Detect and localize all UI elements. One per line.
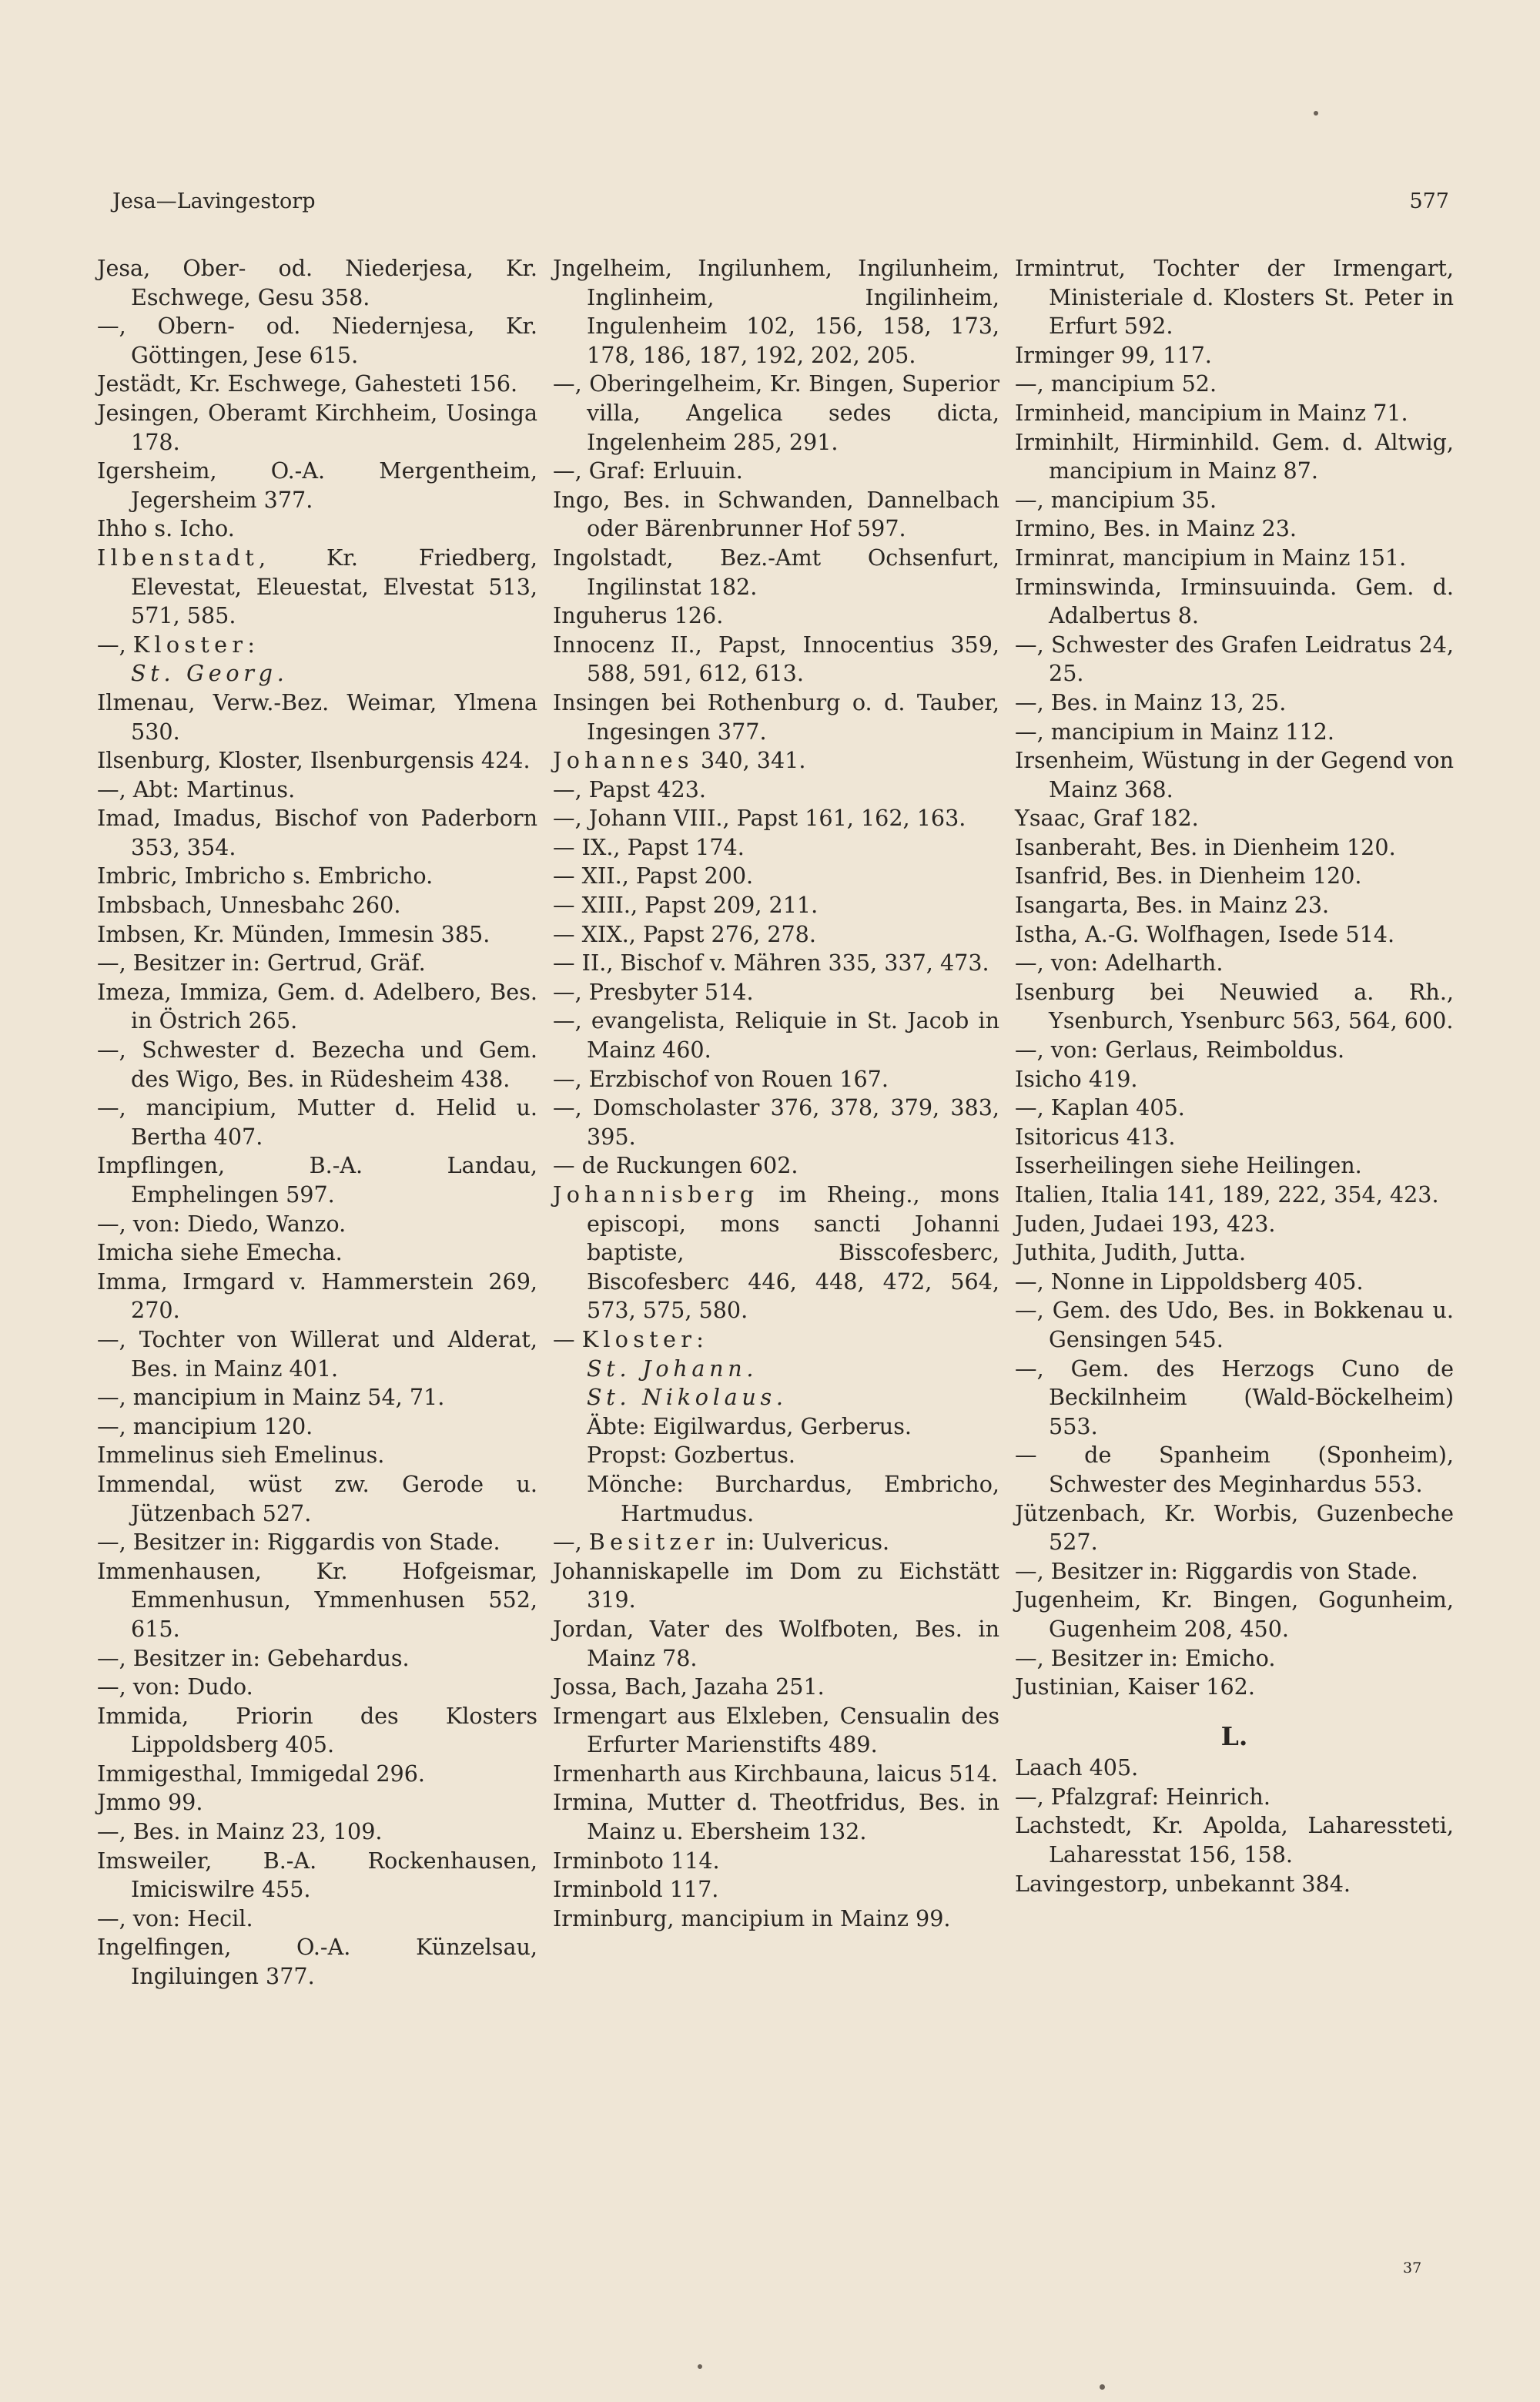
- index-entry-t: Ingo, Bes. in Schwanden, Dannelbach oder Bärenbrunner Hof 597.: [553, 486, 999, 542]
- index-entry-t: Imbric, Imbricho s. Embricho.: [97, 863, 434, 889]
- index-entry-t: Juden, Judaei 193, 423.: [1015, 1210, 1276, 1237]
- index-entry-t: —, von: Hecil.: [97, 1905, 253, 1931]
- index-entry: [97, 891, 537, 920]
- index-entry-t: Immenhausen, Kr. Hofgeismar, Emmenhusun, Ymmenhusen 552, 615.: [97, 1557, 537, 1642]
- index-entry: [1015, 486, 1454, 515]
- index-entry: [97, 659, 537, 688]
- index-entry: [97, 1036, 537, 1094]
- index-entry: [553, 1702, 999, 1760]
- index-entry-t: Isangarta, Bes. in Mainz 23.: [1015, 892, 1330, 919]
- index-entry-t: Jesingen, Oberamt Kirchheim, Uosinga 178.: [97, 399, 537, 455]
- index-entry: [553, 1875, 999, 1905]
- index-entry: [1015, 949, 1454, 978]
- index-entry: [1015, 978, 1454, 1036]
- index-entry-s2: Kloster: [581, 1325, 697, 1352]
- index-entry: [97, 1325, 537, 1383]
- index-entry-t: —, Schwester des Grafen Leidratus 24, 25.: [1015, 631, 1454, 687]
- index-entry-t: —, mancipium 120.: [97, 1412, 313, 1439]
- index-entry-r: , Kr. Friedberg, Elevestat, Eleuestat, Elvestat 513, 571, 585.: [131, 544, 537, 629]
- index-entry-t: Imad, Imadus, Bischof von Paderborn 353, 354.: [97, 805, 537, 860]
- index-entry-t: —,: [553, 1529, 589, 1556]
- index-entry-t: —, Johann VIII., Papst 161, 162, 163.: [553, 805, 966, 832]
- index-column-3: [1015, 254, 1454, 1898]
- index-entry: [1015, 746, 1454, 804]
- index-entry-t: —, Besitzer in: Gebehardus.: [97, 1644, 410, 1671]
- index-entry-t: —, mancipium 52.: [1015, 370, 1217, 397]
- index-entry: [553, 486, 999, 544]
- index-entry-t: —, mancipium 35.: [1015, 486, 1217, 513]
- index-entry: [97, 1151, 537, 1209]
- index-entry-t: —, Kaplan 405.: [1015, 1094, 1185, 1121]
- index-entry-t: Johanniskapelle im Dom zu Eichstätt 319.: [553, 1557, 999, 1613]
- index-entry: [97, 1847, 537, 1905]
- index-entry: [553, 1905, 999, 1934]
- index-entry: [97, 1644, 537, 1673]
- index-entry: [553, 1181, 999, 1325]
- index-entry-t: Irsenheim, Wüstung in der Gegend von Mainz 368.: [1015, 747, 1454, 802]
- index-entry: [553, 1151, 999, 1181]
- index-entry: [97, 1441, 537, 1470]
- index-entry: [97, 1094, 537, 1151]
- index-entry-s2: Kloster: [132, 631, 248, 658]
- index-entry: [97, 1702, 537, 1760]
- index-entry-t: Inguherus 126.: [553, 602, 724, 629]
- index-entry-t: Johannes: [553, 747, 694, 774]
- index-entry: [553, 1065, 999, 1094]
- index-entry-t: —, Tochter von Willerat und Alderat, Bes. in Mainz 401.: [97, 1325, 537, 1382]
- index-entry-t: — de Ruckungen 602.: [553, 1152, 798, 1179]
- index-entry: [1015, 1238, 1454, 1268]
- index-entry: [1015, 428, 1454, 486]
- index-entry: [1015, 1754, 1454, 1783]
- index-entry-t: —, Schwester d. Bezecha und Gem. des Wigo, Bes. in Rüdesheim 438.: [97, 1037, 537, 1092]
- index-entry: [553, 1557, 999, 1615]
- index-entry: [553, 1094, 999, 1151]
- index-entry-t: Johannisberg: [553, 1181, 759, 1208]
- index-entry-t: Insingen bei Rothenburg o. d. Tauber, Ingesingen 377.: [553, 688, 999, 745]
- index-entry: [553, 688, 999, 746]
- index-entry: [553, 862, 999, 891]
- index-entry-t: —, von: Adelharth.: [1015, 950, 1224, 977]
- index-entry-r: 340, 341.: [693, 747, 806, 774]
- index-entry-s2: Besitzer: [588, 1529, 720, 1556]
- index-entry-t: —, Papst 423.: [553, 776, 706, 802]
- index-entry: [553, 1788, 999, 1846]
- index-entry: [97, 804, 537, 862]
- index-entry: [1015, 1673, 1454, 1702]
- index-entry: [97, 254, 537, 312]
- index-entry: [553, 544, 999, 601]
- index-entry-t: Ysaac, Graf 182.: [1015, 805, 1199, 832]
- index-entry-t: Äbte: Eigilwardus, Gerberus.: [587, 1412, 912, 1439]
- index-entry: [553, 833, 999, 863]
- index-entry-t: Ihho s. Icho.: [97, 515, 235, 542]
- index-entry: [1015, 544, 1454, 573]
- index-entry: [1015, 1036, 1454, 1065]
- index-entry-t: L.: [1220, 1720, 1248, 1751]
- index-entry-t: Immigesthal, Immigedal 296.: [97, 1760, 425, 1787]
- running-head-title: Jesa—Lavingestorp: [112, 189, 316, 213]
- index-entry: [1015, 891, 1454, 920]
- index-entry-t: Irminheid, mancipium in Mainz 71.: [1015, 399, 1408, 426]
- index-entry: [1015, 370, 1454, 399]
- index-entry-t: — XIX., Papst 276, 278.: [553, 920, 816, 947]
- index-entry: [1015, 804, 1454, 833]
- index-entry-t: —, evangelista, Reliquie in St. Jacob in Mainz 460.: [553, 1007, 999, 1064]
- index-entry-r: :: [247, 631, 255, 658]
- index-entry: [97, 978, 537, 1036]
- index-entry-t: Ilmenau, Verw.-Bez. Weimar, Ylmena 530.: [97, 688, 537, 745]
- index-entry: [553, 1441, 999, 1470]
- index-entry-t: —, Oberingelheim, Kr. Bingen, Superior villa, Angelica sedes dicta, Ingelenheim 285, 291.: [553, 370, 999, 455]
- index-entry-t: —, Bes. in Mainz 23, 109.: [97, 1818, 383, 1845]
- index-entry-t: Immendal, wüst zw. Gerode u. Jützenbach 527.: [97, 1470, 537, 1526]
- index-entry-t: Impflingen, B.-A. Landau, Emphelingen 597.: [97, 1152, 537, 1208]
- index-entry: [553, 1007, 999, 1064]
- index-entry: [1015, 862, 1454, 891]
- index-entry: [553, 1528, 999, 1557]
- index-entry: [97, 631, 537, 660]
- index-entry-t: Irminbold 117.: [553, 1876, 719, 1903]
- index-entry: [553, 1355, 999, 1384]
- index-entry-t: Isenburg bei Neuwied a. Rh., Ysenburch, Ysenburc 563, 564, 600.: [1015, 978, 1454, 1034]
- index-entry-t: Irmintrut, Tochter der Irmengart, Ministeriale d. Klosters St. Peter in Erfurt 592.: [1015, 255, 1454, 340]
- index-entry-t: Immelinus sieh Emelinus.: [97, 1442, 385, 1469]
- index-entry: [97, 1412, 537, 1442]
- index-entry: [1015, 1151, 1454, 1181]
- index-entry: [553, 920, 999, 950]
- index-entry-t: Irminburg, mancipium in Mainz 99.: [553, 1905, 951, 1931]
- index-entry: [553, 1412, 999, 1442]
- index-entry: [1015, 1181, 1454, 1210]
- index-entry: [553, 776, 999, 805]
- index-entry-t: Imeza, Immiza, Gem. d. Adelbero, Bes. in Östrich 265.: [97, 978, 537, 1034]
- index-entry-t: Imbsen, Kr. Münden, Immesin 385.: [97, 920, 490, 947]
- index-entry-t: —, von: Diedo, Wanzo.: [97, 1210, 346, 1237]
- index-entry: [1015, 1586, 1454, 1643]
- index-entry-t: —, von: Gerlaus, Reimboldus.: [1015, 1037, 1345, 1064]
- index-entry-t: Lachstedt, Kr. Apolda, Laharessteti, Laharesstat 156, 158.: [1015, 1812, 1454, 1868]
- page-number: 577: [1409, 189, 1449, 213]
- index-entry: [97, 1905, 537, 1934]
- index-entry-t: Justinian, Kaiser 162.: [1015, 1673, 1255, 1700]
- index-entry-t: —, Besitzer in: Riggardis von Stade.: [1015, 1557, 1418, 1584]
- index-entry: [97, 1760, 537, 1789]
- index-entry-t: —, von: Dudo.: [97, 1673, 253, 1700]
- index-entry-t: Isanfrid, Bes. in Dienheim 120.: [1015, 863, 1362, 889]
- index-entry: [97, 1673, 537, 1702]
- index-entry: [553, 1383, 999, 1412]
- index-entry-t: —, Besitzer in: Riggardis von Stade.: [97, 1529, 500, 1556]
- index-entry-t: Mönche: Burchardus, Embricho, Hartmudus.: [587, 1470, 999, 1526]
- index-entry: [97, 544, 537, 631]
- index-entry-t: Italien, Italia 141, 189, 222, 354, 423.: [1015, 1181, 1439, 1208]
- index-entry: [1015, 254, 1454, 341]
- index-entry-r: im Rheing., mons episcopi, mons sancti Johanni baptiste, Bisscofesberc, Biscofesberc 446, 448, 472, 564, 573, 575, 580.: [587, 1181, 999, 1324]
- index-entry: [553, 1760, 999, 1789]
- index-entry-t: Irmengart aus Elxleben, Censualin des Erfurter Marienstifts 489.: [553, 1702, 999, 1758]
- index-entry: [1015, 688, 1454, 718]
- index-entry: [97, 1238, 537, 1268]
- index-entry: [1015, 1123, 1454, 1152]
- index-entry-t: Irmenharth aus Kirchbauna, laicus 514.: [553, 1760, 998, 1787]
- index-entry-t: Isicho 419.: [1015, 1065, 1138, 1092]
- index-entry: [1015, 718, 1454, 747]
- index-entry: [97, 1788, 537, 1817]
- index-entry-t: —, Presbyter 514.: [553, 978, 754, 1005]
- index-entry: [97, 1383, 537, 1412]
- index-entry-t: —, Gem. des Udo, Bes. in Bokkenau u. Gensingen 545.: [1015, 1297, 1454, 1352]
- index-entry-t: Irminhilt, Hirminhild. Gem. d. Altwig, mancipium in Mainz 87.: [1015, 428, 1454, 484]
- index-entry-t: — de Spanheim (Sponheim), Schwester des Meginhardus 553.: [1015, 1442, 1454, 1497]
- index-entry: [97, 776, 537, 805]
- index-entry: [1015, 1355, 1454, 1442]
- index-entry: [97, 688, 537, 746]
- index-entry: [1015, 1557, 1454, 1586]
- index-entry: [553, 457, 999, 486]
- print-speck: [698, 2364, 702, 2369]
- print-speck: [1100, 2384, 1105, 2390]
- index-entry: [553, 601, 999, 631]
- index-entry-t: —, Erzbischof von Rouen 167.: [553, 1065, 889, 1092]
- index-entry-t: Propst: Gozbertus.: [587, 1442, 795, 1469]
- index-entry: [1015, 631, 1454, 688]
- index-entry: [97, 1210, 537, 1239]
- index-entry-t: Irminrat, mancipium in Mainz 151.: [1015, 544, 1407, 571]
- index-entry-t: Imbsbach, Unnesbahc 260.: [97, 892, 401, 919]
- index-entry: [1015, 573, 1454, 631]
- running-head: [112, 186, 1449, 217]
- index-column-2: [553, 254, 999, 1933]
- index-entry-t: Jordan, Vater des Wolfboten, Bes. in Mainz 78.: [553, 1615, 999, 1671]
- index-entry-t: —,: [97, 631, 133, 658]
- index-entry-t: —, Besitzer in: Gertrud, Gräf.: [97, 950, 426, 977]
- index-entry-t: Isserheilingen siehe Heilingen.: [1015, 1152, 1362, 1179]
- index-entry: [553, 891, 999, 920]
- index-entry: [1015, 1268, 1454, 1297]
- index-entry: [97, 399, 537, 457]
- index-entry-t: —, mancipium, Mutter d. Helid u. Bertha 407.: [97, 1094, 537, 1150]
- index-entry-t: Ilsenburg, Kloster, Ilsenburgensis 424.: [97, 747, 531, 774]
- index-entry: [1015, 833, 1454, 863]
- index-entry: [553, 254, 999, 370]
- index-entry-t: Igersheim, O.-A. Mergentheim, Jegersheim 377.: [97, 457, 537, 513]
- index-entry: [1015, 514, 1454, 544]
- index-entry: [97, 312, 537, 370]
- index-entry-t: Isanberaht, Bes. in Dienheim 120.: [1015, 833, 1396, 860]
- index-entry: [1015, 1811, 1454, 1869]
- index-entry: [1015, 399, 1454, 428]
- index-entry-t: —, Obern- od. Niedernjesa, Kr. Göttingen, Jese 615.: [97, 313, 537, 368]
- index-entry-t: Irminger 99, 117.: [1015, 341, 1212, 368]
- index-entry-t: —, Gem. des Herzogs Cuno de Beckilnheim (Wald-Böckelheim) 553.: [1015, 1355, 1454, 1439]
- index-entry-t: Ilbenstadt: [97, 544, 259, 571]
- index-column-1: [97, 254, 537, 1992]
- index-entry-t: Jmmo 99.: [97, 1789, 203, 1816]
- index-entry: [553, 1325, 999, 1355]
- index-entry-t: Jestädt, Kr. Eschwege, Gahesteti 156.: [97, 370, 518, 397]
- index-entry: [1015, 1870, 1454, 1899]
- index-entry: [97, 920, 537, 950]
- index-entry: [1015, 1644, 1454, 1673]
- index-entry-t: Imicha siehe Emecha.: [97, 1239, 343, 1266]
- index-entry-t: St. Nikolaus.: [587, 1384, 788, 1411]
- index-entry-r: in: Uulvericus.: [719, 1529, 890, 1556]
- index-entry-t: —, Abt: Martinus.: [97, 776, 296, 802]
- index-entry: [1015, 1210, 1454, 1239]
- index-entry-t: Istha, A.-G. Wolfhagen, Isede 514.: [1015, 920, 1395, 947]
- index-entry: [97, 1817, 537, 1847]
- index-entry: [97, 862, 537, 891]
- index-entry-t: Jützenbach, Kr. Worbis, Guzenbeche 527.: [1015, 1499, 1454, 1556]
- index-entry-t: Lavingestorp, unbekannt 384.: [1015, 1870, 1351, 1897]
- index-entry-t: Irmino, Bes. in Mainz 23.: [1015, 515, 1297, 542]
- index-entry-t: St. Johann.: [587, 1355, 758, 1382]
- signature-mark: 37: [1403, 2260, 1422, 2276]
- index-entry: [1015, 1499, 1454, 1557]
- index-entry-t: —, Domscholaster 376, 378, 379, 383, 395.: [553, 1094, 999, 1150]
- index-entry: [1015, 1441, 1454, 1499]
- index-entry-t: —, Graf: Erluuin.: [553, 457, 743, 484]
- index-entry: [553, 1470, 999, 1528]
- index-entry-t: —, Besitzer in: Emicho.: [1015, 1644, 1276, 1671]
- index-entry: [553, 631, 999, 688]
- index-entry-r: :: [696, 1325, 704, 1352]
- index-entry-t: Laach 405.: [1015, 1754, 1139, 1781]
- index-entry-t: — II., Bischof v. Mähren 335, 337, 473.: [553, 950, 989, 977]
- index-entry-t: —, mancipium in Mainz 54, 71.: [97, 1384, 445, 1411]
- index-entry-t: Imma, Irmgard v. Hammerstein 269, 270.: [97, 1268, 537, 1324]
- index-entry: [97, 746, 537, 776]
- index-entry-t: Jossa, Bach, Jazaha 251.: [553, 1673, 825, 1700]
- index-entry-t: — IX., Papst 174.: [553, 833, 745, 860]
- index-entry: [553, 370, 999, 457]
- index-entry-t: Juthita, Judith, Jutta.: [1015, 1239, 1247, 1266]
- index-entry: [97, 1557, 537, 1644]
- index-entry-t: Ingolstadt, Bez.-Amt Ochsenfurt, Ingilinstat 182.: [553, 544, 999, 600]
- index-entry: [1015, 1783, 1454, 1812]
- index-entry-t: — XII., Papst 200.: [553, 863, 754, 889]
- index-entry-t: —: [553, 1325, 582, 1352]
- index-entry: [553, 949, 999, 978]
- index-entry: [553, 978, 999, 1007]
- index-entry: [97, 1933, 537, 1991]
- index-entry-t: Irmina, Mutter d. Theotfridus, Bes. in Mainz u. Ebersheim 132.: [553, 1789, 999, 1845]
- index-entry: [553, 804, 999, 833]
- index-entry-t: — XIII., Papst 209, 211.: [553, 892, 819, 919]
- index-entry: [97, 949, 537, 978]
- index-entry: [97, 370, 537, 399]
- index-entry-t: —, Pfalzgraf: Heinrich.: [1015, 1783, 1270, 1810]
- index-entry-t: Irminswinda, Irminsuuinda. Gem. d. Adalbertus 8.: [1015, 573, 1454, 629]
- index-entry-t: —, Bes. in Mainz 13, 25.: [1015, 688, 1287, 715]
- index-entry: [97, 1528, 537, 1557]
- index-entry: [97, 1470, 537, 1528]
- index-entry-t: Innocenz II., Papst, Innocentius 359, 588, 591, 612, 613.: [553, 631, 999, 687]
- section-heading: [1015, 1722, 1454, 1751]
- index-entry-t: —, mancipium in Mainz 112.: [1015, 718, 1334, 745]
- index-entry: [1015, 1094, 1454, 1123]
- index-entry: [97, 1268, 537, 1325]
- index-entry: [553, 1847, 999, 1876]
- index-entry: [97, 514, 537, 544]
- index-entry-t: Jesa, Ober- od. Niederjesa, Kr. Eschwege, Gesu 358.: [97, 255, 537, 310]
- index-entry: [553, 1673, 999, 1702]
- index-entry: [1015, 341, 1454, 370]
- index-entry: [97, 457, 537, 514]
- index-entry: [1015, 1065, 1454, 1094]
- index-entry-t: Ingelfingen, O.-A. Künzelsau, Ingiluingen 377.: [97, 1934, 537, 1990]
- index-entry-t: Irminboto 114.: [553, 1847, 720, 1874]
- index-entry-t: St. Georg.: [131, 660, 289, 687]
- index-entry-t: Isitoricus 413.: [1015, 1123, 1176, 1150]
- index-entry: [553, 746, 999, 776]
- print-speck: [1314, 111, 1318, 116]
- index-entry-t: Immida, Priorin des Klosters Lippoldsberg 405.: [97, 1702, 537, 1758]
- index-entry: [1015, 1296, 1454, 1354]
- index-entry-t: Imsweiler, B.-A. Rockenhausen, Imiciswilre 455.: [97, 1847, 537, 1903]
- index-entry-t: Jugenheim, Kr. Bingen, Gogunheim, Gugenheim 208, 450.: [1015, 1586, 1454, 1642]
- index-entry: [1015, 920, 1454, 950]
- index-entry: [553, 1615, 999, 1673]
- index-entry-t: Jngelheim, Ingilunhem, Ingilunheim, Inglinheim, Ingilinheim, Ingulenheim 102, 156, 158, 173, 178, 186, 187, 192, 202, 205.: [553, 255, 999, 368]
- index-entry-t: —, Nonne in Lippoldsberg 405.: [1015, 1268, 1364, 1295]
